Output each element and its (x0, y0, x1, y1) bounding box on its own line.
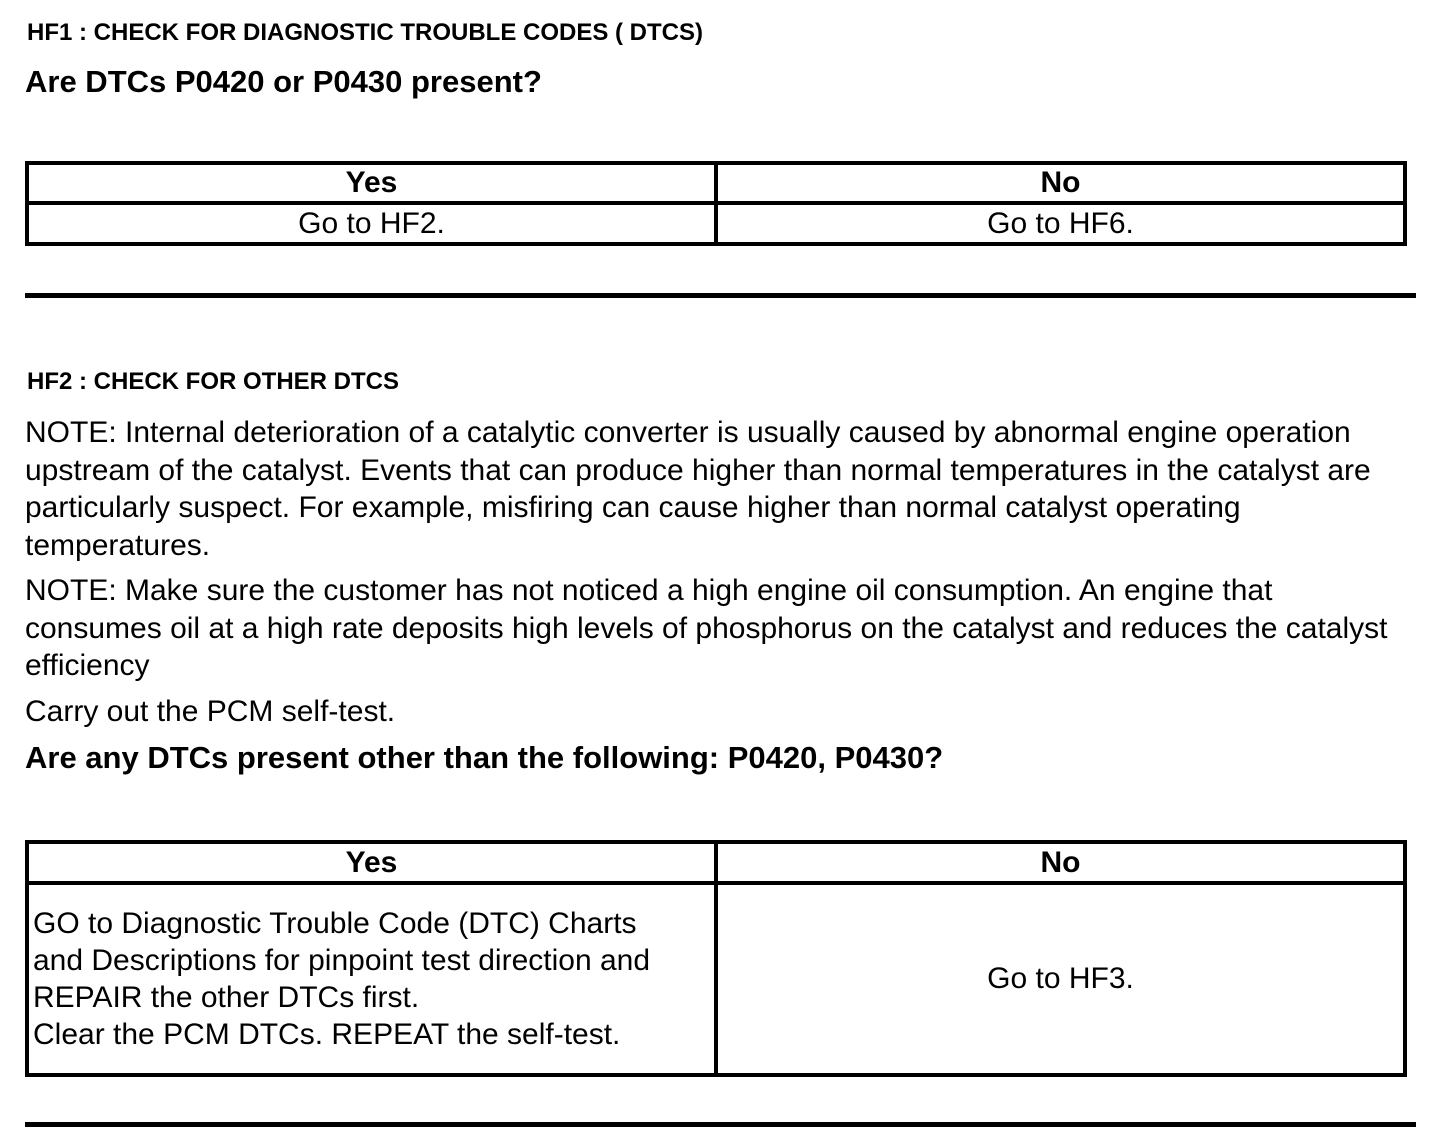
hf2-yes-no-table (25, 840, 1407, 1077)
hf1-question-block (25, 64, 1417, 100)
hf2-instruction: Carry out the PCM self-test. (25, 694, 396, 728)
section-divider (25, 293, 1416, 298)
hf1-no-action: Go to HF6. (716, 203, 1405, 244)
hf1-yes-no-table (25, 161, 1407, 246)
hf2-no-header: No (716, 842, 1405, 883)
hf1-no-header: No (716, 163, 1405, 203)
hf2-title-block (25, 368, 1417, 396)
hf2-yes-header: Yes (27, 842, 716, 883)
hf2-yes-action-clear: Clear the PCM DTCs. REPEAT the self-test. (33, 1018, 621, 1051)
hf2-body (25, 414, 1417, 776)
hf2-step-title: HF2 : CHECK FOR OTHER DTCS (27, 368, 399, 395)
section-divider-bottom (25, 1122, 1416, 1127)
hf1-title-block (25, 19, 1417, 47)
hf1-step-title: HF1 : CHECK FOR DIAGNOSTIC TROUBLE CODES ( DTCS) (27, 19, 703, 46)
hf1-yes-header: Yes (27, 163, 716, 203)
hf2-note-catalyst: NOTE: Internal deterioration of a catalytic converter is usually caused by abnormal engine operation upstream of the catalyst. Events that can produce higher than normal temperatures in the catalyst are particularly suspect. For example, misfiring can cause higher than normal catalyst operating temperatures. (25, 416, 1371, 562)
hf2-note-oil-consumption: NOTE: Make sure the customer has not noticed a high engine oil consumption. An engine that consumes oil at a high rate deposits high levels of phosphorus on the catalyst and reduces the catalyst efficiency (25, 574, 1388, 682)
hf2-yes-action-text: GO to Diagnostic Trouble Code (DTC) Charts and Descriptions for pinpoint test direction and REPAIR the other DTCs first. (33, 907, 651, 1014)
hf2-yes-action-cell (27, 883, 716, 1075)
hf2-question: Are any DTCs present other than the following: P0420, P0430? (25, 740, 944, 775)
hf2-no-action: Go to HF3. (716, 883, 1405, 1075)
hf1-yes-action: Go to HF2. (27, 203, 716, 244)
hf1-question: Are DTCs P0420 or P0430 present? (25, 64, 542, 99)
